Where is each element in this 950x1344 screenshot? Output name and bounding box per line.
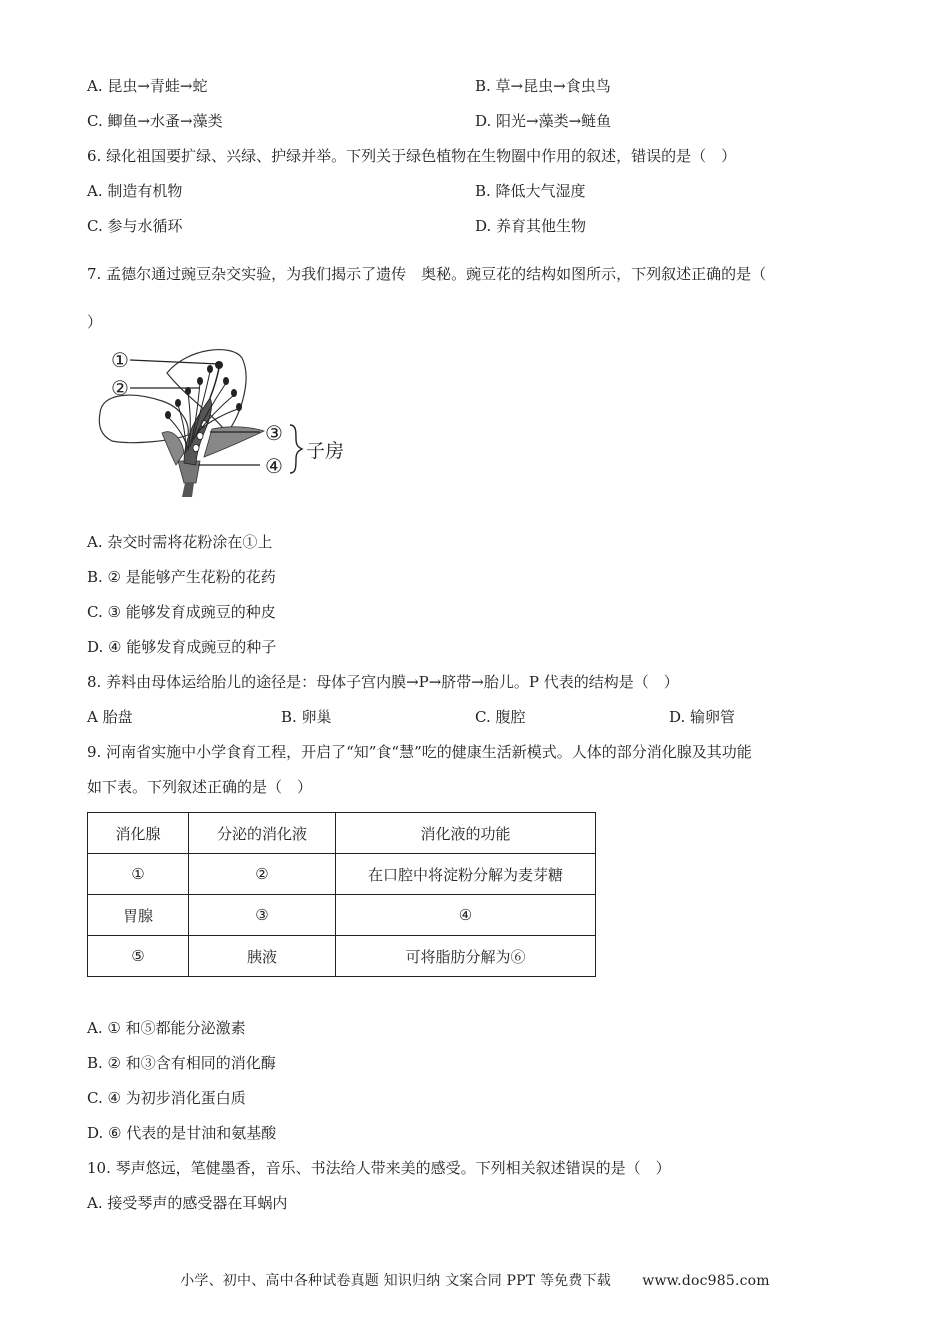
table-cell: 胃腺 (88, 895, 189, 936)
q10-stem: 10. 琴声悠远，笔健墨香，音乐、书法给人带来美的感受。下列相关叙述错误的是（ ） (87, 1159, 671, 1177)
table-cell: 胰液 (189, 936, 336, 977)
q9-option-a: A. ① 和⑤都能分泌激素 (87, 1019, 246, 1037)
q10-option-a: A. 接受琴声的感受器在耳蜗内 (87, 1194, 288, 1212)
figure-label-1: ① (111, 348, 129, 372)
flower-ovule (193, 445, 199, 452)
table-cell: ③ (189, 895, 336, 936)
q8-stem: 8. 养料由母体运给胎儿的途径是：母体子宫内膜→P→脐带→胎儿。P 代表的结构是（ ） (87, 673, 679, 691)
q8-option-b: B. 卵巢 (281, 708, 332, 726)
q6-option-c: C. 参与水循环 (87, 217, 183, 235)
table-cell: 可将脂肪分解为⑥ (336, 936, 596, 977)
q9-stem-line1: 9. 河南省实施中小学食育工程，开启了“知”食“慧”吃的健康生活新模式。人体的部分消化腺及其功能 (87, 743, 752, 761)
q8-option-d: D. 输卵管 (669, 708, 736, 726)
table-header-cell: 消化液的功能 (336, 813, 596, 854)
table-cell: ② (189, 854, 336, 895)
flower-stalk (182, 483, 194, 497)
pea-flower-diagram (92, 343, 352, 501)
q9-option-b: B. ② 和③含有相同的消化酶 (87, 1054, 276, 1072)
q7-option-c: C. ③ 能够发育成豌豆的种皮 (87, 603, 276, 621)
q6-option-b: B. 降低大气湿度 (475, 182, 586, 200)
q7-stem-line1: 7. 孟德尔通过豌豆杂交实验，为我们揭示了遗传 奥秘。豌豆花的结构如图所示，下列叙述正确的是（ (87, 265, 767, 283)
table-cell: ④ (336, 895, 596, 936)
q8-option-c: C. 腹腔 (475, 708, 526, 726)
figure-ovary-label: 子房 (306, 440, 345, 462)
q7-option-d: D. ④ 能够发育成豌豆的种子 (87, 638, 277, 656)
table-cell: ⑤ (88, 936, 189, 977)
q5-option-b: B. 草→昆虫→食虫鸟 (475, 77, 611, 95)
q6-option-a: A. 制造有机物 (87, 182, 183, 200)
q8-option-a: A 胎盘 (87, 708, 133, 726)
figure-label-4: ④ (265, 454, 283, 478)
figure-label-2: ② (111, 376, 129, 400)
flower-sepal-right (204, 427, 264, 457)
q5-option-c: C. 鲫鱼→水蚤→藻类 (87, 112, 223, 130)
figure-label-3: ③ (265, 421, 283, 445)
q9-option-d: D. ⑥ 代表的是甘油和氨基酸 (87, 1124, 277, 1142)
q5-option-d: D. 阳光→藻类→鲢鱼 (475, 112, 612, 130)
table-row (88, 854, 596, 895)
table-header-cell: 消化腺 (88, 813, 189, 854)
ovary-brace (290, 425, 302, 473)
leader-line-1 (130, 360, 219, 364)
flower-stigma (215, 361, 223, 369)
table-cell: 在口腔中将淀粉分解为麦芽糖 (336, 854, 596, 895)
footer-text: 小学、初中、高中各种试卷真题 知识归纳 文案合同 PPT 等免费下载 (180, 1273, 611, 1289)
q7-option-b: B. ② 是能够产生花粉的花药 (87, 568, 276, 586)
q9-option-c: C. ④ 为初步消化蛋白质 (87, 1089, 246, 1107)
flower-receptacle (178, 461, 200, 483)
table-header-row (88, 813, 596, 854)
footer-site-link[interactable]: www.doc985.com (642, 1273, 770, 1289)
q7-stem-line2: ） (87, 313, 103, 331)
q5-option-a: A. 昆虫→青蛙→蛇 (87, 77, 208, 95)
q7-option-a: A. 杂交时需将花粉涂在①上 (87, 533, 273, 551)
q9-stem-line2: 如下表。下列叙述正确的是（ ） (87, 778, 313, 796)
q6-stem: 6. 绿化祖国要扩绿、兴绿、护绿并举。下列关于绿色植物在生物圈中作用的叙述，错误的是（ ） (87, 147, 737, 165)
flower-ovule (197, 433, 203, 440)
table-header-cell: 分泌的消化液 (189, 813, 336, 854)
table-row (88, 895, 596, 936)
q6-option-d: D. 养育其他生物 (475, 217, 587, 235)
table-row (88, 936, 596, 977)
table-cell: ① (88, 854, 189, 895)
digestive-gland-table (87, 812, 596, 977)
page-footer (0, 1270, 950, 1290)
